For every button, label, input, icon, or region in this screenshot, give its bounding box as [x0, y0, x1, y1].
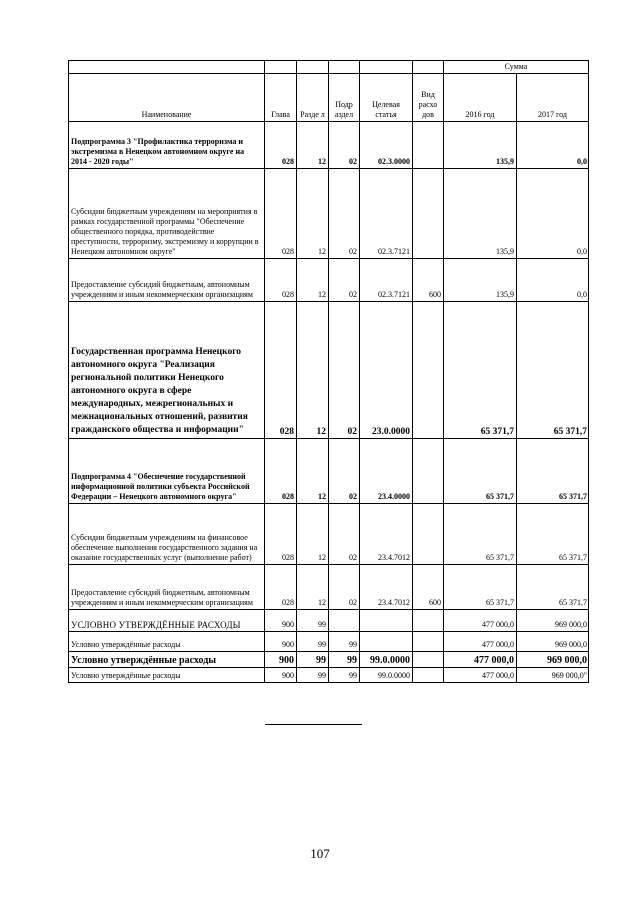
row-2016: 65 371,7	[444, 302, 517, 439]
header-name: Наименование	[69, 74, 265, 122]
row-glava: 900	[265, 632, 297, 652]
row-razdel: 12	[297, 169, 329, 259]
row-2017: 969 000,0"	[517, 668, 589, 683]
row-razdel: 99	[297, 632, 329, 652]
row-razdel: 99	[297, 610, 329, 632]
row-2017: 969 000,0	[517, 610, 589, 632]
row-target	[360, 610, 413, 632]
row-glava: 028	[265, 504, 297, 565]
row-razdel: 12	[297, 439, 329, 504]
row-2016: 477 000,0	[444, 632, 517, 652]
row-podrazdel: 02	[329, 439, 360, 504]
row-podrazdel	[329, 610, 360, 632]
row-glava: 900	[265, 668, 297, 683]
row-podrazdel: 02	[329, 504, 360, 565]
footer-divider	[265, 724, 362, 725]
row-glava: 028	[265, 169, 297, 259]
row-glava: 028	[265, 302, 297, 439]
row-name: Подпрограмма 3 "Профилактика терроризма и экстремизма в Ненецком автономном округе на 2014 - 2020 годы"	[69, 122, 265, 169]
row-2017: 969 000,0	[517, 652, 589, 668]
row-vid	[413, 632, 444, 652]
row-podrazdel: 99	[329, 668, 360, 683]
row-podrazdel: 02	[329, 302, 360, 439]
row-2017: 65 371,7	[517, 504, 589, 565]
row-glava: 900	[265, 652, 297, 668]
table-row	[69, 652, 589, 668]
row-podrazdel: 99	[329, 632, 360, 652]
row-razdel: 12	[297, 122, 329, 169]
row-target	[360, 632, 413, 652]
row-2016: 65 371,7	[444, 439, 517, 504]
row-2017: 65 371,7	[517, 302, 589, 439]
row-name: Субсидии бюджетным учреждениям на мероприятия в рамках государственной программы "Обеспечение общественного порядка, противодействие преступности, терроризму, экстремизму и коррупции в Ненецком автономном округе"	[69, 169, 265, 259]
row-podrazdel: 99	[329, 652, 360, 668]
table-row	[69, 302, 589, 439]
header-razdel: Разде л	[297, 74, 329, 122]
row-2016: 65 371,7	[444, 504, 517, 565]
row-2016: 65 371,7	[444, 565, 517, 610]
header-vid: Вид расхо дов	[413, 74, 444, 122]
row-name: Государственная программа Ненецкого автономного округа "Реализация региональной политики Ненецкого автономного округа в сфере международных, межрегиональных и межнациональных отношений, развития гражданского общества и информации"	[69, 302, 265, 439]
row-razdel: 12	[297, 565, 329, 610]
table-row	[69, 668, 589, 683]
row-2016: 135,9	[444, 259, 517, 302]
row-razdel: 12	[297, 302, 329, 439]
table-row	[69, 259, 589, 302]
header-row	[69, 74, 589, 122]
row-2017: 0,0	[517, 259, 589, 302]
row-2016: 135,9	[444, 169, 517, 259]
row-vid	[413, 652, 444, 668]
header-top-row	[69, 61, 589, 74]
row-target: 23.4.7012	[360, 504, 413, 565]
row-vid	[413, 668, 444, 683]
header-year-2016: 2016 год	[444, 74, 517, 122]
row-vid	[413, 169, 444, 259]
header-target: Целевая статья	[360, 74, 413, 122]
row-name: УСЛОВНО УТВЕРЖДЁННЫЕ РАСХОДЫ	[69, 610, 265, 632]
row-name: Условно утверждённые расходы	[69, 632, 265, 652]
row-target: 23.0.0000	[360, 302, 413, 439]
row-target: 02.3.0000	[360, 122, 413, 169]
row-vid	[413, 610, 444, 632]
table-row	[69, 565, 589, 610]
row-2016: 477 000,0	[444, 652, 517, 668]
row-podrazdel: 02	[329, 122, 360, 169]
header-empty-cell	[360, 61, 413, 74]
row-glava: 028	[265, 565, 297, 610]
row-name: Предоставление субсидий бюджетным, автономным учреждениям и иным некоммерческим организациям	[69, 565, 265, 610]
header-year-2017: 2017 год	[517, 74, 589, 122]
header-podrazdel: Подр аздел	[329, 74, 360, 122]
header-empty-cell	[297, 61, 329, 74]
row-target: 02.3.7121	[360, 259, 413, 302]
row-razdel: 12	[297, 259, 329, 302]
row-target: 23.4.7012	[360, 565, 413, 610]
row-podrazdel: 02	[329, 259, 360, 302]
row-glava: 028	[265, 259, 297, 302]
table-row	[69, 504, 589, 565]
row-vid	[413, 302, 444, 439]
row-2016: 135,9	[444, 122, 517, 169]
budget-table	[68, 60, 589, 683]
row-name: Субсидии бюджетным учреждениям на финансовое обеспечение выполнения государственного задания на оказание государственных услуг (выполнение работ)	[69, 504, 265, 565]
table-row	[69, 632, 589, 652]
row-target: 23.4.0000	[360, 439, 413, 504]
row-2017: 65 371,7	[517, 565, 589, 610]
row-glava: 028	[265, 439, 297, 504]
row-vid: 600	[413, 259, 444, 302]
row-glava: 028	[265, 122, 297, 169]
table-row	[69, 610, 589, 632]
row-glava: 900	[265, 610, 297, 632]
header-sum: Сумма	[444, 61, 589, 74]
row-target: 99.0.0000	[360, 652, 413, 668]
row-razdel: 99	[297, 652, 329, 668]
row-2017: 969 000,0	[517, 632, 589, 652]
row-2017: 0,0	[517, 169, 589, 259]
page-number: 107	[310, 846, 330, 861]
row-name: Условно утверждённые расходы	[69, 652, 265, 668]
row-vid	[413, 504, 444, 565]
row-name: Предоставление субсидий бюджетным, автономным учреждениям и иным некоммерческим организациям	[69, 259, 265, 302]
row-vid	[413, 439, 444, 504]
table-row	[69, 169, 589, 259]
header-empty-cell	[265, 61, 297, 74]
row-2016: 477 000,0	[444, 610, 517, 632]
row-2016: 477 000,0	[444, 668, 517, 683]
row-vid	[413, 122, 444, 169]
row-razdel: 12	[297, 504, 329, 565]
row-vid: 600	[413, 565, 444, 610]
row-name: Подпрограмма 4 "Обеспечение государственной информационной политики субъекта Российской Федерации – Ненецкого автономного округа"	[69, 439, 265, 504]
row-target: 99.0.0000	[360, 668, 413, 683]
row-podrazdel: 02	[329, 565, 360, 610]
row-name: Условно утверждённые расходы	[69, 668, 265, 683]
header-glava: Глава	[265, 74, 297, 122]
row-2017: 0,0	[517, 122, 589, 169]
table-row	[69, 439, 589, 504]
header-empty-cell	[329, 61, 360, 74]
table-row	[69, 122, 589, 169]
header-empty-cell	[413, 61, 444, 74]
row-target: 02.3.7121	[360, 169, 413, 259]
row-razdel: 99	[297, 668, 329, 683]
row-podrazdel: 02	[329, 169, 360, 259]
row-2017: 65 371,7	[517, 439, 589, 504]
header-empty-cell	[69, 61, 265, 74]
